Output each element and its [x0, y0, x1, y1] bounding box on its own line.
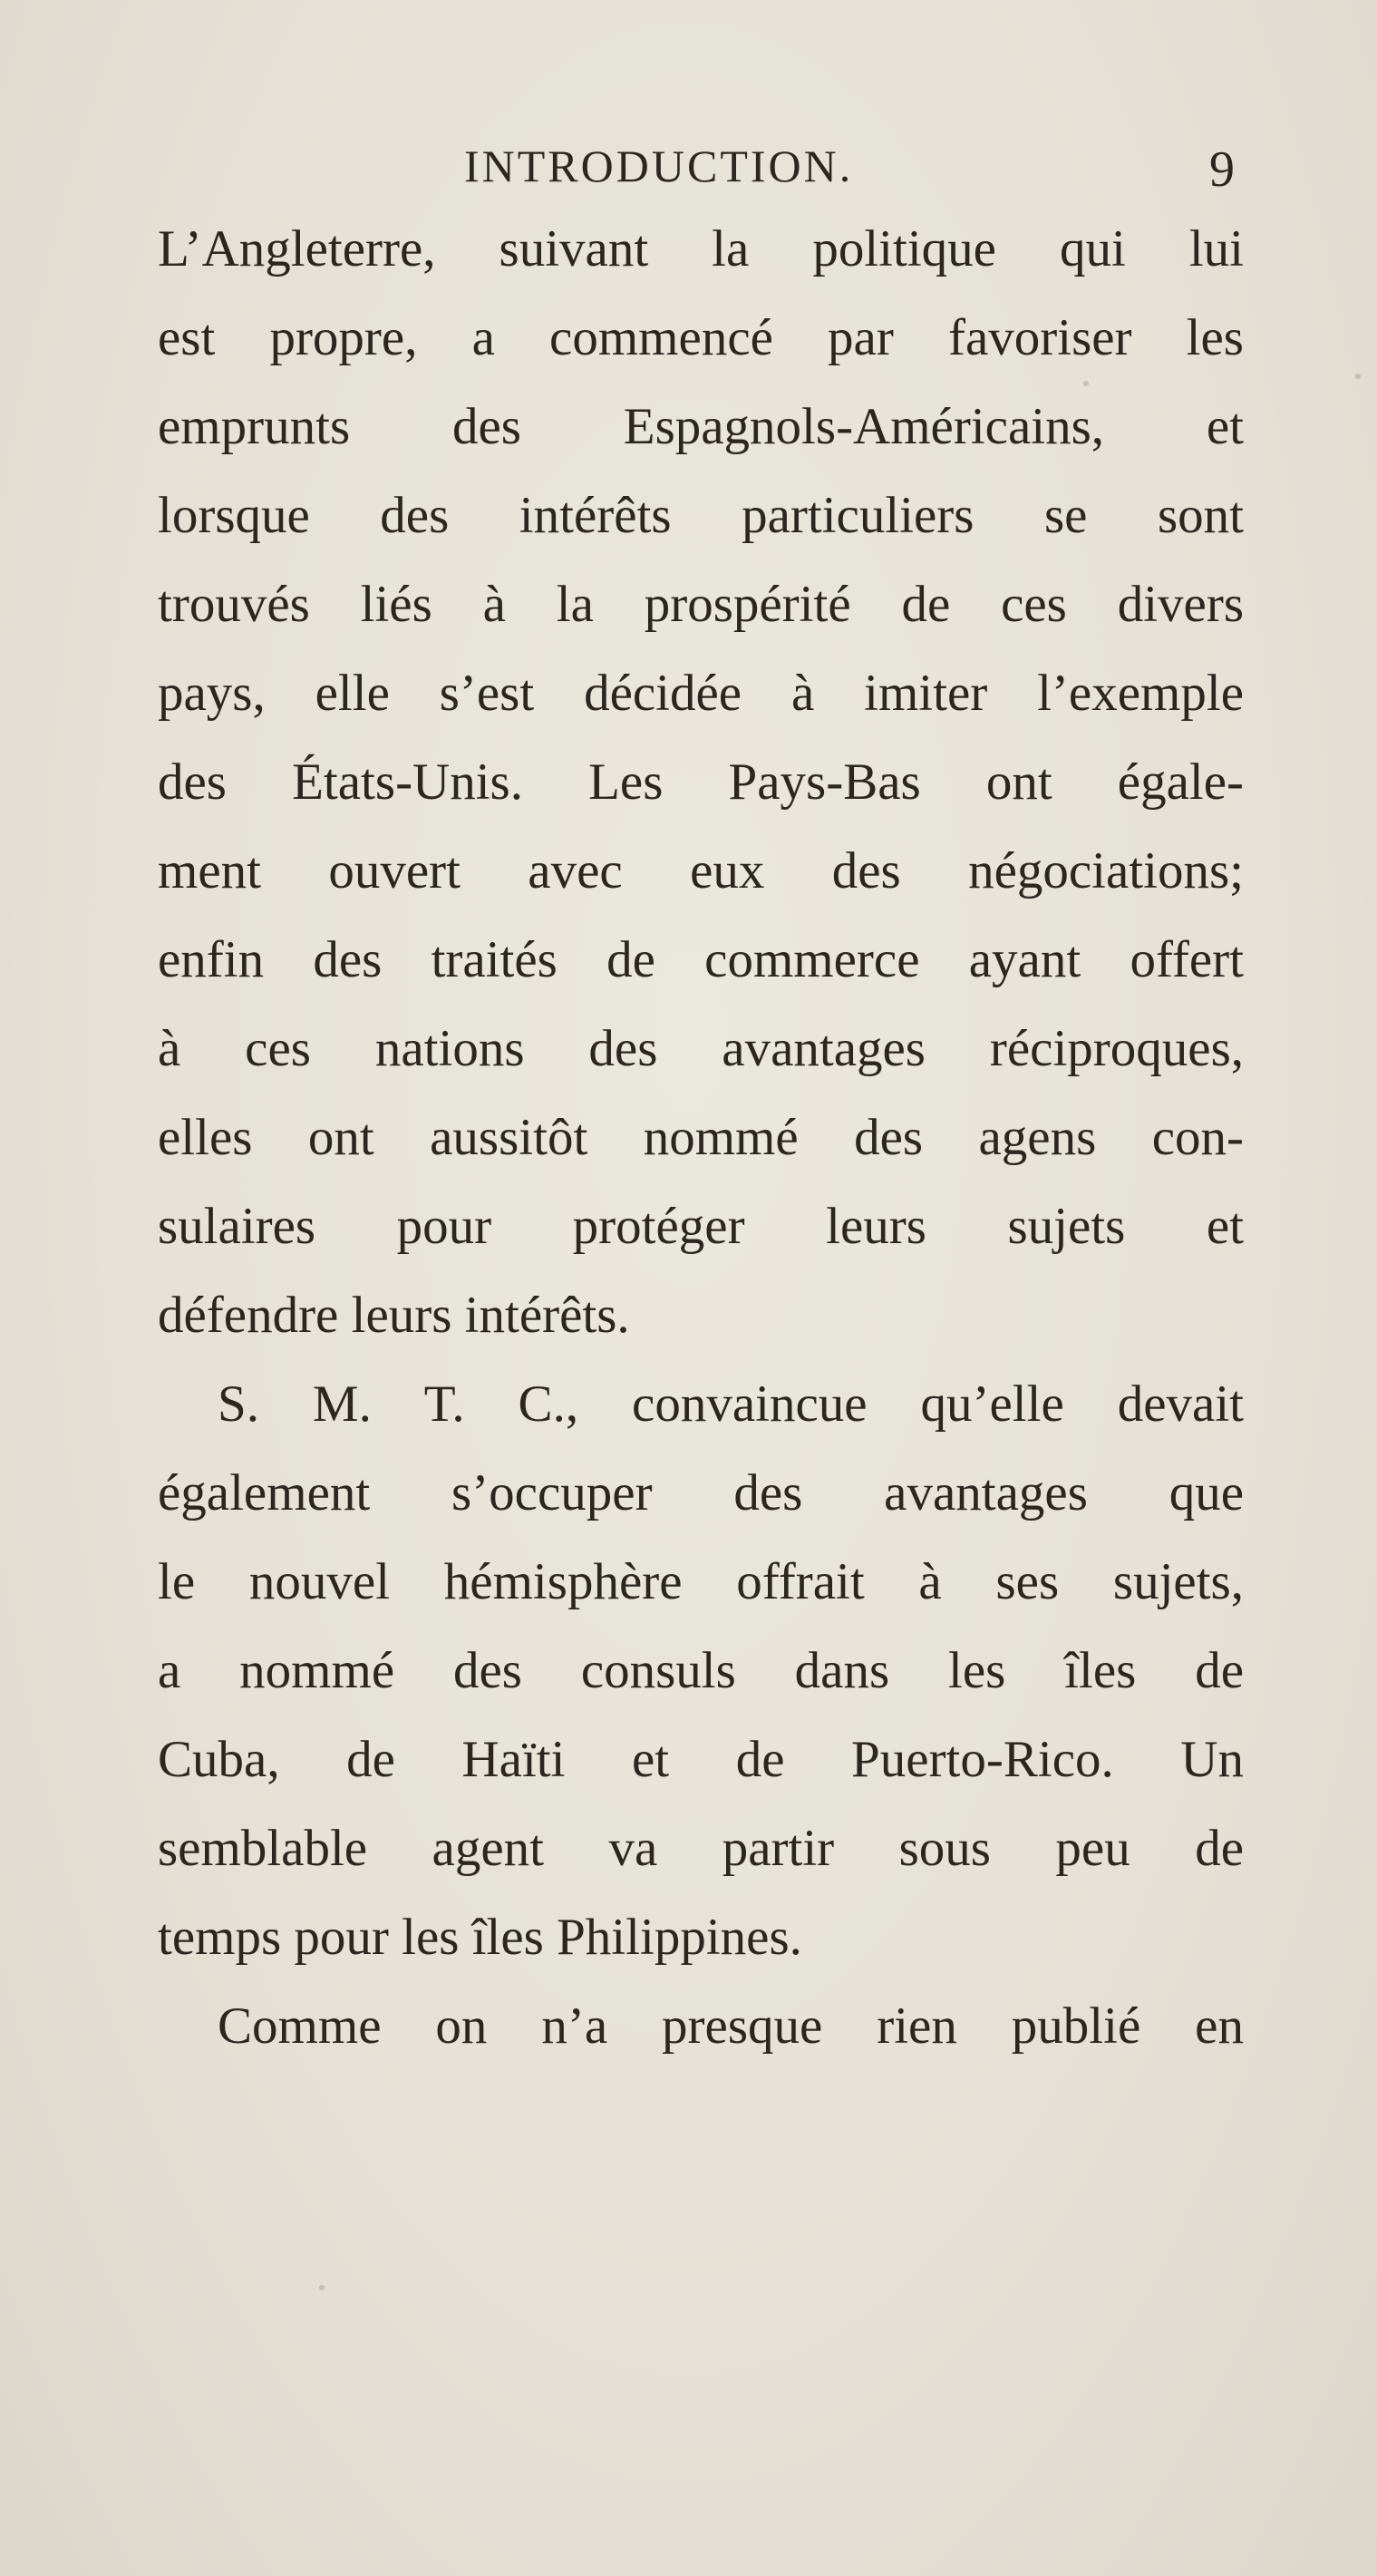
- text-line: pays, elle s’est décidée à imiter l’exemple: [158, 665, 1244, 722]
- text-line: Comme on n’a presque rien publié en: [218, 1998, 1244, 2055]
- running-head: [0, 134, 1377, 198]
- text-line: trouvés liés à la prospérité de ces divers: [158, 576, 1244, 633]
- page-number: 9: [1209, 141, 1235, 198]
- text-line: est propre, a commencé par favoriser les: [158, 309, 1244, 366]
- text-line: le nouvel hémisphère offrait à ses sujets,: [158, 1553, 1244, 1610]
- paragraph-2: [158, 1360, 1244, 1982]
- text-line: sulaires pour protéger leurs sujets et: [158, 1198, 1244, 1255]
- text-line: S. M. T. C., convaincue qu’elle devait: [218, 1375, 1244, 1433]
- text-line: défendre leurs intérêts.: [158, 1287, 630, 1344]
- text-line: emprunts des Espagnols-Américains, et: [158, 398, 1244, 455]
- text-line: semblable agent va partir sous peu de: [158, 1820, 1244, 1877]
- text-line: Cuba, de Haïti et de Puerto-Rico. Un: [158, 1731, 1244, 1788]
- paragraph-3: [158, 1982, 1244, 2071]
- body-text: [158, 205, 1244, 2071]
- text-line: à ces nations des avantages réciproques,: [158, 1020, 1244, 1077]
- text-line: elles ont aussitôt nommé des agens con-: [158, 1109, 1244, 1166]
- text-line: des États-Unis. Les Pays-Bas ont égale-: [158, 753, 1244, 811]
- paper-speck: [1355, 374, 1361, 379]
- text-line: ment ouvert avec eux des négociations;: [158, 842, 1244, 899]
- paragraph-1: [158, 205, 1244, 1360]
- text-line: enfin des traités de commerce ayant offert: [158, 931, 1244, 988]
- text-line: lorsque des intérêts particuliers se sont: [158, 487, 1244, 544]
- paper-speck: [319, 2285, 325, 2290]
- running-head-title: INTRODUCTION.: [464, 141, 854, 191]
- paper-speck: [1083, 381, 1089, 386]
- text-line: également s’occuper des avantages que: [158, 1464, 1244, 1521]
- text-line: a nommé des consuls dans les îles de: [158, 1642, 1244, 1699]
- text-line: L’Angleterre, suivant la politique qui lui: [158, 220, 1244, 277]
- text-line: temps pour les îles Philippines.: [158, 1909, 802, 1966]
